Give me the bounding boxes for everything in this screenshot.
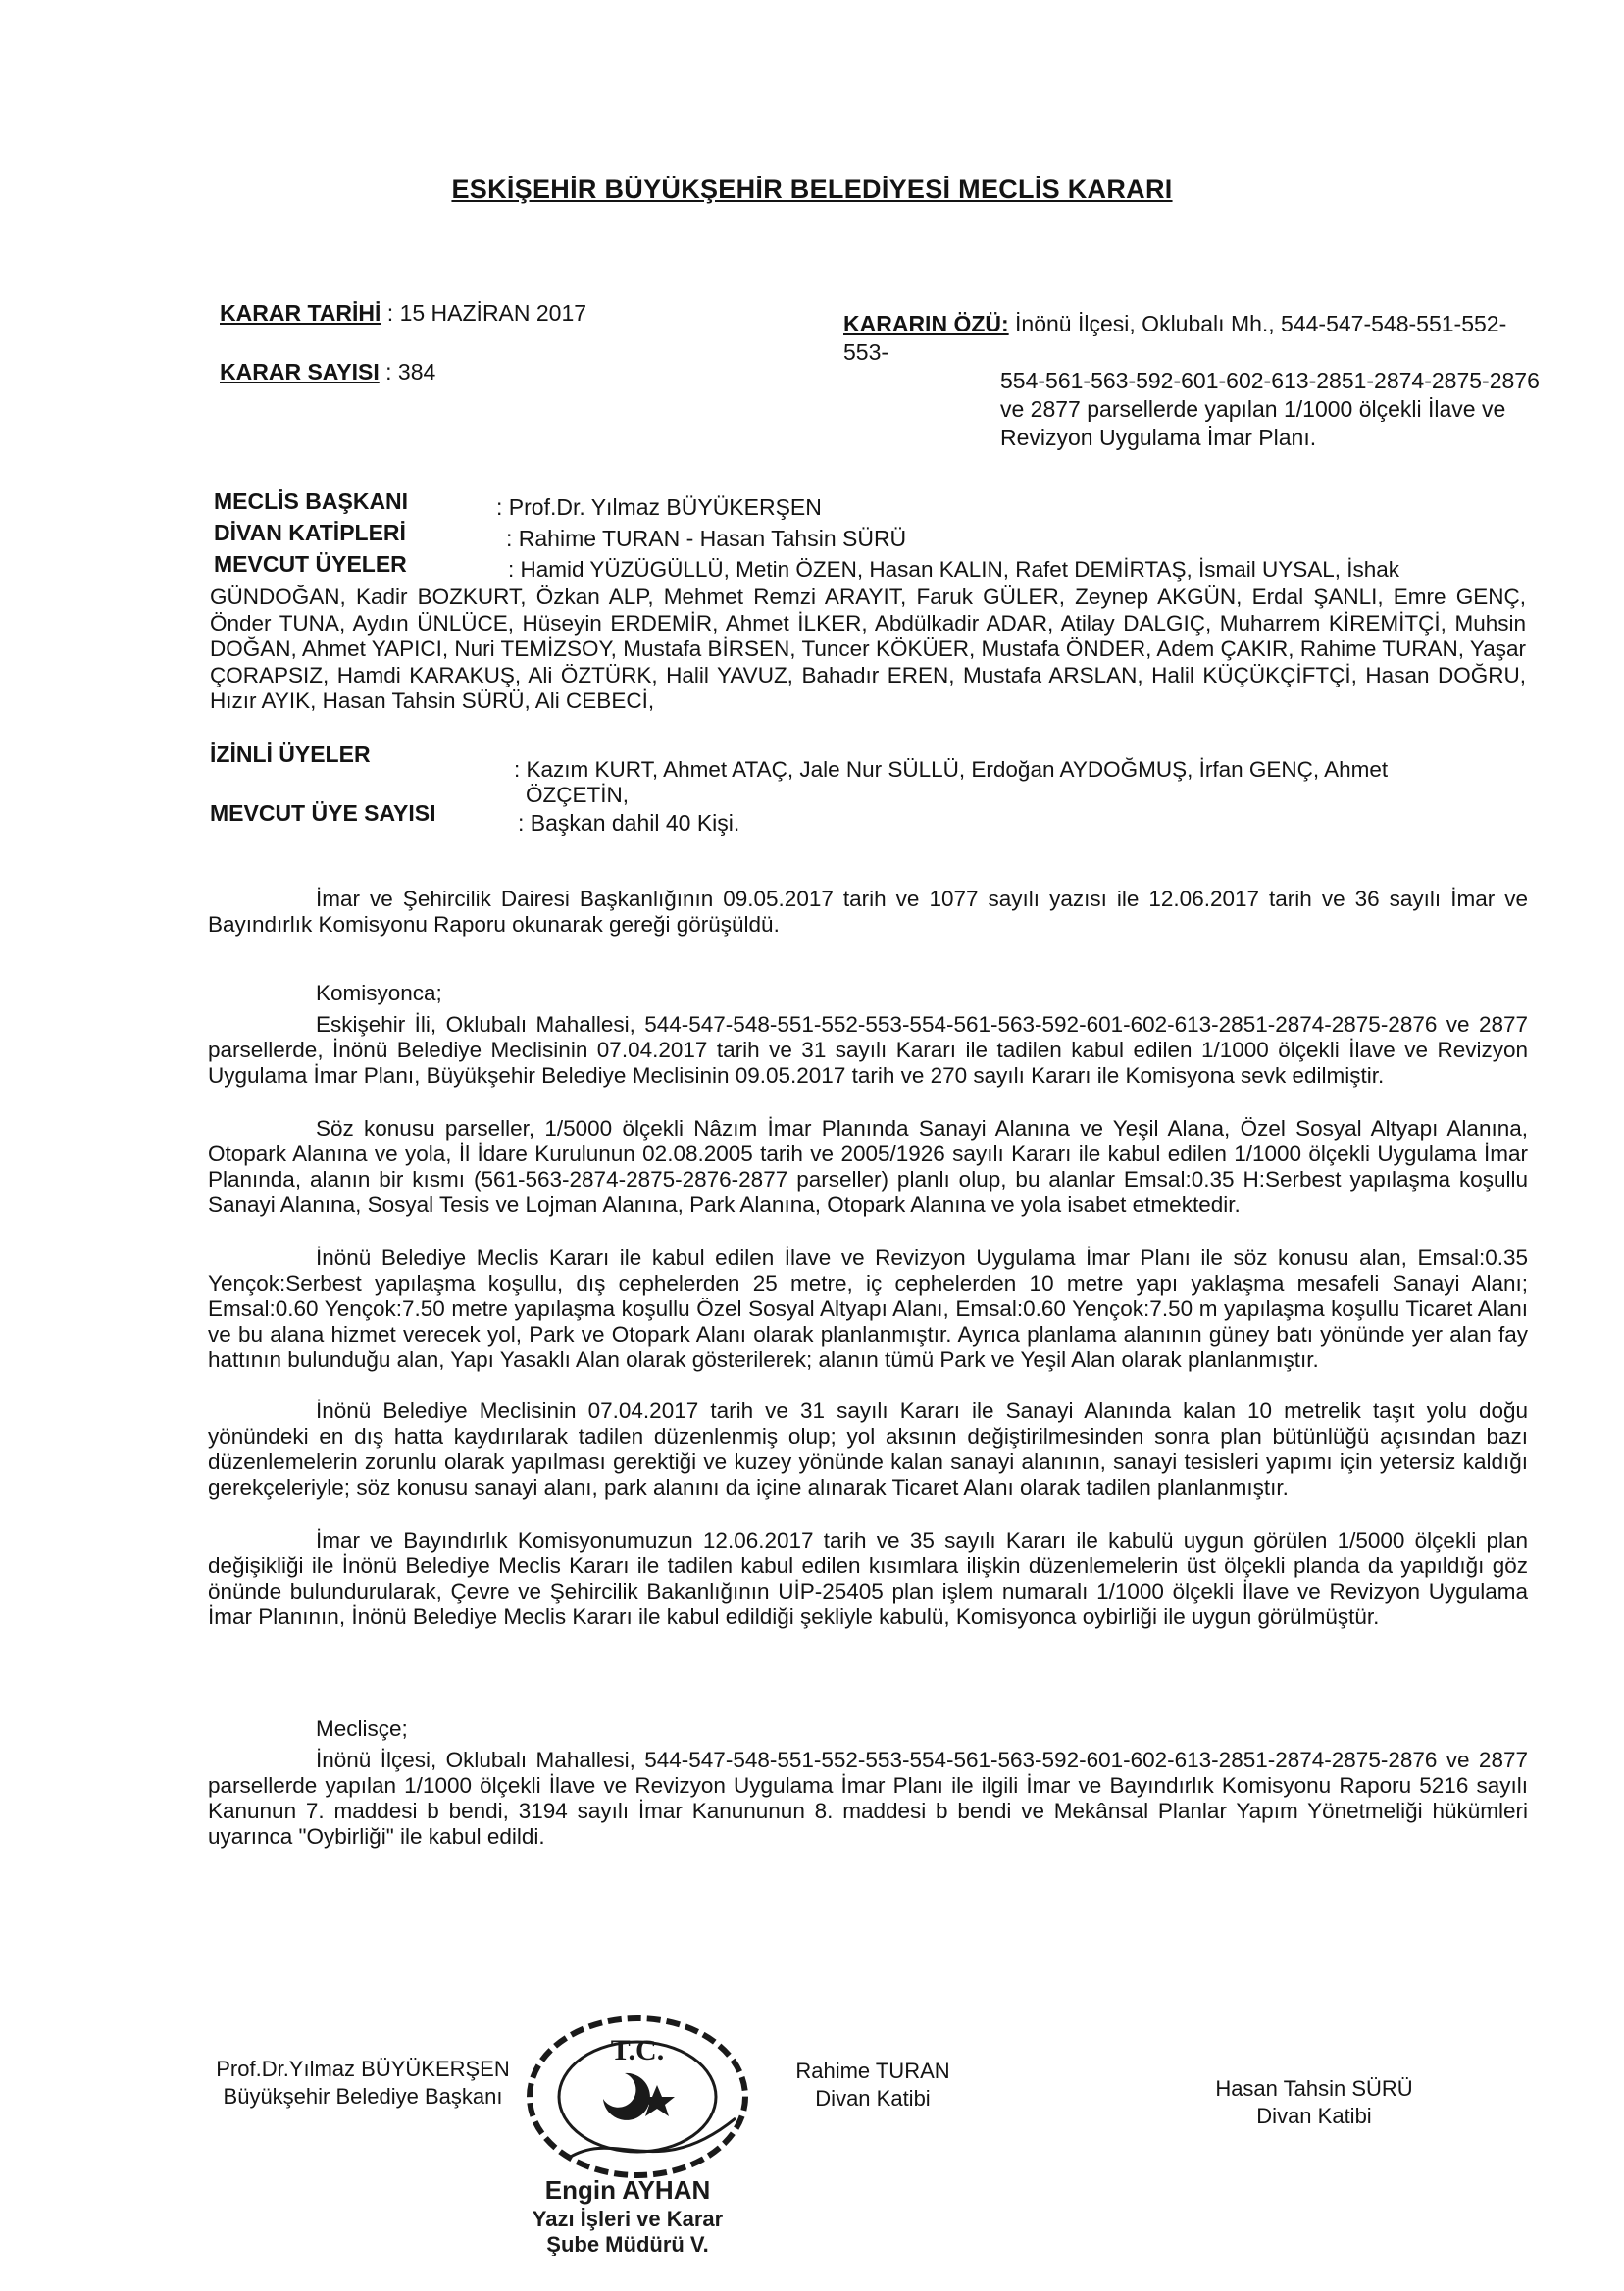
document-title: ESKİŞEHİR BÜYÜKŞEHİR BELEDİYESİ MECLİS KARARI [451,175,1173,204]
leave-line1: : Kazım KURT, Ahmet ATAÇ, Jale Nur SÜLLÜ, Erdoğan AYDOĞMUŞ, İrfan GENÇ, Ahmet [514,757,1389,782]
member-count-label: MEVCUT ÜYE SAYISI [210,800,436,826]
leave-line2: ÖZÇETİN, [526,783,629,807]
member-count-value: : Başkan dahil 40 Kişi. [518,810,740,836]
seal-emblem: T.C. [610,2034,665,2066]
president-value: : Prof.Dr. Yılmaz BÜYÜKERŞEN [496,494,822,520]
president-label: MECLİS BAŞKANI [214,488,409,514]
decision-summary-line2: 554-561-563-592-601-602-613-2851-2874-2875-2876 [1000,368,1540,393]
seal-department-line2: Şube Müdürü V. [546,2232,709,2256]
decision-number-value: : 384 [385,359,436,384]
decision-number [220,359,435,385]
signature-clerk-2-title: Divan Katibi [1256,2104,1372,2128]
decision-summary-label: KARARIN ÖZÜ: [843,311,1009,336]
signature-clerk-2 [1187,2075,1442,2130]
clerks-value: : Rahime TURAN - Hasan Tahsin SÜRÜ [506,526,907,551]
commission-heading: Komisyonca; [316,981,442,1005]
signature-president-title: Büyükşehir Belediye Başkanı [223,2084,503,2109]
assembly-paragraph: İnönü İlçesi, Oklubalı Mahallesi, 544-547-548-551-552-553-554-561-563-592-601-602-613-2851-2874-2875-2876 ve 2877 parsellerde yapılan 1/1000 ölçekli İlave ve Revizyon Uygulama İmar Planı ile ilgili İmar ve Bayındırlık Komisyonu Raporu 5216 sayılı Kanunun 7. maddesi b bendi, 3194 sayılı İmar Kanununun 8. maddesi b bendi ve Mekânsal Planlar Yapım Yönetmeliği hükümleri uyarınca "Oybirliği" ile kabul edildi. [208,1748,1528,1849]
members-first-line: : Hamid YÜZÜGÜLLÜ, Metin ÖZEN, Hasan KALIN, Rafet DEMİRTAŞ, İsmail UYSAL, İshak [508,557,1400,582]
signature-clerk-2-name: Hasan Tahsin SÜRÜ [1215,2076,1413,2101]
members-list: GÜNDOĞAN, Kadir BOZKURT, Özkan ALP, Mehmet Remzi ARAYIT, Faruk GÜLER, Zeynep AKGÜN, Erdal ŞANLI, Emre GENÇ, Önder TUNA, Aydın ÜNLÜCE, Hüseyin ERDEMİR, Ahmet İLKER, Abdülkadir ADAR, Atilay DALGIÇ, Muharrem KİREMİTÇİ, Muhsin DOĞAN, Ahmet YAPICI, Nuri TEMİZSOY, Mustafa BİRSEN, Tuncer KÖKÜER, Mustafa ÖNDER, Adem ÇAKIR, Rahime TURAN, Yaşar ÇORAPSIZ, Hamdi KARAKUŞ, Ali ÖZTÜRK, Halil YAVUZ, Bahadır EREN, Mustafa ARSLAN, Halil KÜÇÜKÇİFTÇİ, Hasan DOĞRU, Hızır AYIK, Hasan Tahsin SÜRÜ, Ali CEBECİ, [210,585,1526,713]
leave-label: İZİNLİ ÜYELER [210,741,371,767]
decision-summary-line3: ve 2877 parsellerde yapılan 1/1000 ölçekli İlave ve [1000,396,1506,422]
official-seal-stamp [510,2011,765,2256]
signature-president [186,2056,539,2111]
decision-summary [843,310,1549,452]
commission-paragraph-4: İnönü Belediye Meclisinin 07.04.2017 tarih ve 31 sayılı Kararı ile Sanayi Alanında kalan 10 metrelik taşıt yolu doğu yönündeki en dış hatta kaydırılarak tadilen düzenlenmiş olup; yol aksının değiştirilmesinden sonra plan bütünlüğü açısından bazı düzenlemelerin zorunlu olarak yapılması gerektiği ve kuzey yönünde kalan sanayi alanının, sanayi tesisleri yapımı için yetersiz kaldığı gerekçeleriyle; söz konusu sanayi alanı, park alanını da içine alınarak Ticaret Alanı olarak tadilen planlanmıştır. [208,1399,1528,1500]
commission-paragraph-5: İmar ve Bayındırlık Komisyonumuzun 12.06.2017 tarih ve 35 sayılı Kararı ile kabulü uygun görülen 1/5000 ölçekli plan değişikliği ile İnönü Belediye Meclis Kararı ile tadilen kabul edilen kısımlara ilişkin düzenlemelerin üst ölçekli planda da yapıldığı göz önünde bulundurularak, Çevre ve Şehircilik Bakanlığının UİP-25405 plan işlem numaralı 1/1000 ölçekli İlave ve Revizyon Uygulama İmar Planının, İnönü Belediye Meclis Kararı ile kabul edildiği şekliyle kabulü, Komisyonca oybirliği ile uygun görülmüştür. [208,1528,1528,1629]
decision-date [220,300,586,327]
seal-department-line1: Yazı İşleri ve Karar [532,2207,724,2231]
signature-clerk-1-name: Rahime TURAN [795,2059,950,2083]
members-label: MEVCUT ÜYELER [214,551,407,577]
crescent-icon [603,2073,650,2120]
seal-officer-name: Engin AYHAN [544,2175,711,2205]
intro-paragraph: İmar ve Şehircilik Dairesi Başkanlığının 09.05.2017 tarih ve 1077 sayılı yazısı ile 12.06.2017 tarih ve 36 sayılı İmar ve Bayındırlık Komisyonu Raporu okunarak gereği görüşüldü. [208,887,1528,937]
assembly-heading: Meclisçe; [316,1716,408,1741]
decision-number-label: KARAR SAYISI [220,359,380,384]
signature-clerk-1 [765,2058,981,2113]
decision-date-label: KARAR TARİHİ [220,300,381,326]
commission-paragraph-2: Söz konusu parseller, 1/5000 ölçekli Nâzım İmar Planında Sanayi Alanına ve Yeşil Alana, Özel Sosyal Altyapı Alanına, Otopark Alanına ve yola, İl İdare Kurulunun 02.08.2005 tarih ve 2005/1926 sayılı Kararı ile kabul edilen 1/1000 ölçekli Uygulama İmar Planında, alanın bir kısmı (561-563-2874-2875-2876-2877 parseller) planlı olup, bu alanlar Emsal:0.35 H:Serbest yapılaşma koşullu Sanayi Alanına, Sosyal Tesis ve Lojman Alanına, Park Alanına, Otopark Alanına ve yola isabet etmektedir. [208,1116,1528,1217]
decision-summary-line4: Revizyon Uygulama İmar Planı. [1000,425,1317,450]
commission-paragraph-3: İnönü Belediye Meclis Kararı ile kabul edilen İlave ve Revizyon Uygulama İmar Planı ile söz konusu alan, Emsal:0.35 Yençok:Serbest yapılaşma koşullu, dış cephelerden 25 metre, iç cephelerden 10 metre yapı yaklaşma mesafeli Sanayi Alanı; Emsal:0.60 Yençok:7.50 metre yapılaşma koşullu Özel Sosyal Altyapı Alanı, Emsal:0.60 Yençok:7.50 m yapılaşma koşullu Ticaret Alanı ve bu alana hizmet verecek yol, Park ve Otopark Alanı olarak planlanmıştır. Ayrıca planlama alanının güney batı yönünde yer alan fay hattının bulunduğu alan, Yapı Yasaklı Alan olarak gösterilerek; alanın tümü Park ve Yeşil Alan olarak planlanmıştır. [208,1246,1528,1372]
commission-paragraph-1: Eskişehir İli, Oklubalı Mahallesi, 544-547-548-551-552-553-554-561-563-592-601-602-613-2851-2874-2875-2876 ve 2877 parsellerde, İnönü Belediye Meclisinin 07.04.2017 tarih ve 31 sayılı Kararı ile tadilen kabul edilen 1/1000 ölçekli İlave ve Revizyon Uygulama İmar Planı, Büyükşehir Belediye Meclisinin 09.05.2017 tarih ve 270 sayılı Kararı ile Komisyona sevk edilmiştir. [208,1012,1528,1088]
clerks-label: DİVAN KATİPLERİ [214,520,406,545]
decision-date-value: : 15 HAZİRAN 2017 [386,300,587,326]
signature-clerk-1-title: Divan Katibi [815,2086,931,2111]
decision-summary-line1: İnönü İlçesi, Oklubalı Mh., 544-547-548-551-552-553- [843,311,1507,365]
signature-president-name: Prof.Dr.Yılmaz BÜYÜKERŞEN [216,2057,510,2081]
